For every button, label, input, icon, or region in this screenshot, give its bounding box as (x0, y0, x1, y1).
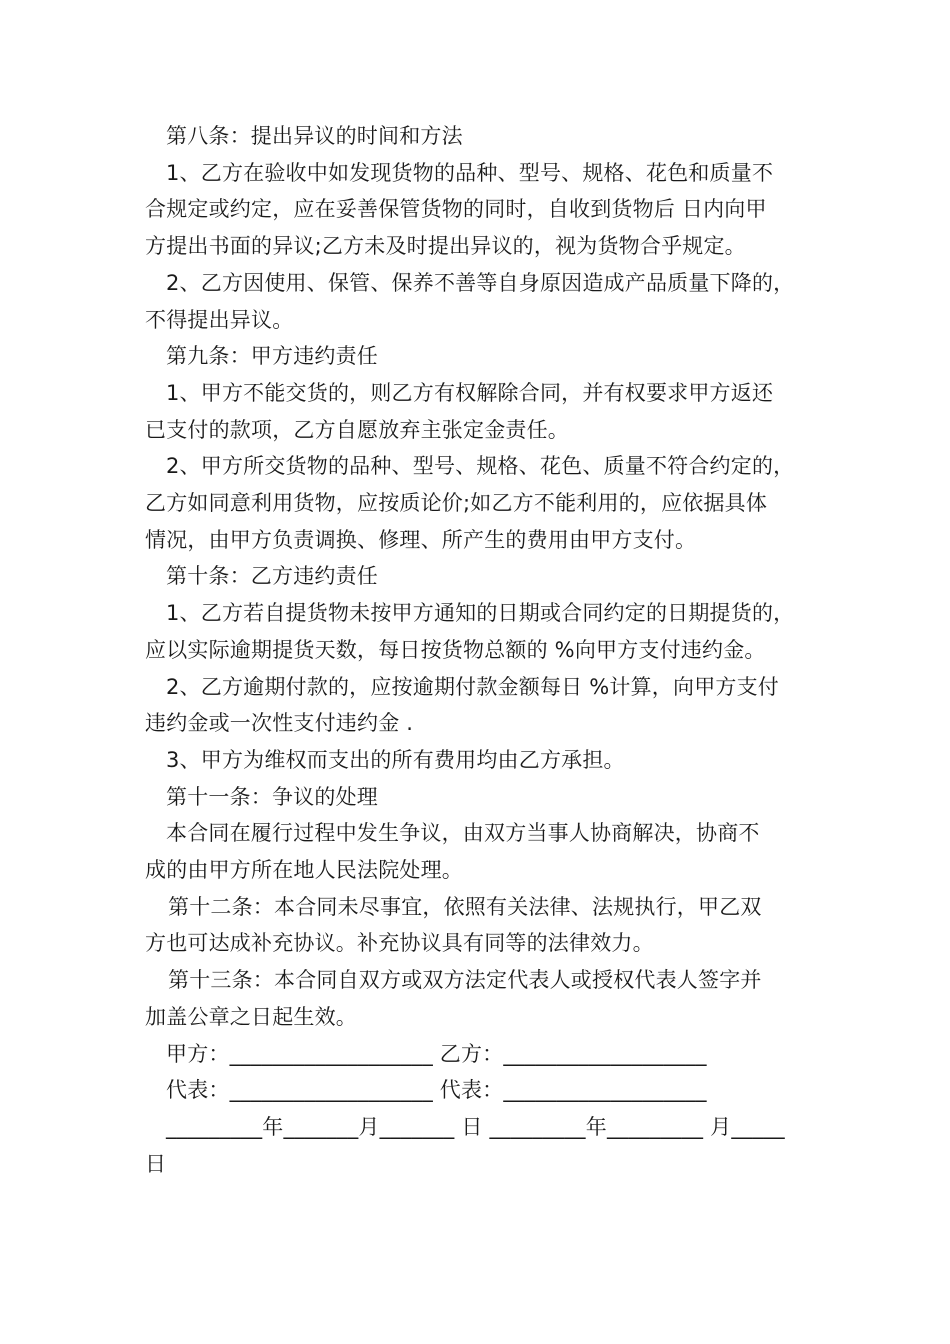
paragraph-line: 1、甲方不能交货的，则乙方有权解除合同，并有权要求甲方返还 (166, 380, 774, 405)
paragraph-line: 已支付的款项，乙方自愿放弃主张定金责任。 (145, 417, 569, 442)
paragraph-line: 乙方如同意利用货物，应按质论价;如乙方不能利用的，应依据具体 (145, 491, 768, 516)
paragraph-line: 不得提出异议。 (145, 307, 294, 332)
paragraph-line: 3、甲方为维权而支出的所有费用均由乙方承担。 (166, 747, 625, 772)
paragraph-line: 本合同在履行过程中发生争议，由双方当事人协商解决，协商不 (166, 821, 760, 846)
paragraph-line: 加盖公章之日起生效。 (145, 1004, 357, 1029)
paragraph-line: 方提出书面的异议;乙方未及时提出异议的，视为货物合乎规定。 (145, 234, 746, 259)
representative-signature-line: 代表：___________________ 代表：___________________ (166, 1078, 707, 1103)
article-8-heading: 第八条：提出异议的时间和方法 (166, 124, 463, 148)
party-signature-line: 甲方：___________________ 乙方：___________________ (166, 1041, 707, 1066)
paragraph-line: 1、乙方在验收中如发现货物的品种、型号、规格、花色和质量不 (166, 160, 774, 185)
article-13-paragraph: 第十三条：本合同自双方或双方法定代表人或授权代表人签字并 (168, 968, 762, 993)
paragraph-line: 成的由甲方所在地人民法院处理。 (145, 858, 463, 883)
paragraph-line: 合规定或约定，应在妥善保管货物的同时，自收到货物后 日内向甲 (145, 197, 767, 222)
paragraph-line: 2、甲方所交货物的品种、型号、规格、花色、质量不符合约定的， (166, 454, 795, 479)
paragraph-line: 方也可达成补充协议。补充协议具有同等的法律效力。 (145, 931, 654, 956)
paragraph-line: 2、乙方因使用、保管、保养不善等自身原因造成产品质量下降的， (166, 270, 795, 295)
paragraph-line: 情况，由甲方负责调换、修理、所产生的费用由甲方支付。 (145, 527, 697, 552)
article-12-paragraph: 第十二条：本合同未尽事宜，依照有关法律、法规执行，甲乙双 (168, 894, 762, 919)
paragraph-line: 2、乙方逾期付款的，应按逾期付款金额每日 %计算，向甲方支付 (166, 674, 779, 699)
paragraph-line: 应以实际逾期提货天数，每日按货物总额的 %向甲方支付违约金。 (145, 637, 766, 662)
paragraph-line: 违约金或一次性支付违约金 . (145, 711, 414, 736)
article-11-heading: 第十一条：争议的处理 (166, 784, 378, 809)
date-line: _________年_______月_______ 日 _________年_________ 月_____ (166, 1114, 785, 1139)
article-10-heading: 第十条：乙方违约责任 (166, 564, 378, 589)
date-line-continuation: 日 (145, 1151, 167, 1176)
article-9-heading: 第九条：甲方违约责任 (166, 344, 378, 369)
contract-body (145, 118, 810, 1182)
paragraph-line: 1、乙方若自提货物未按甲方通知的日期或合同约定的日期提货的， (166, 601, 795, 626)
